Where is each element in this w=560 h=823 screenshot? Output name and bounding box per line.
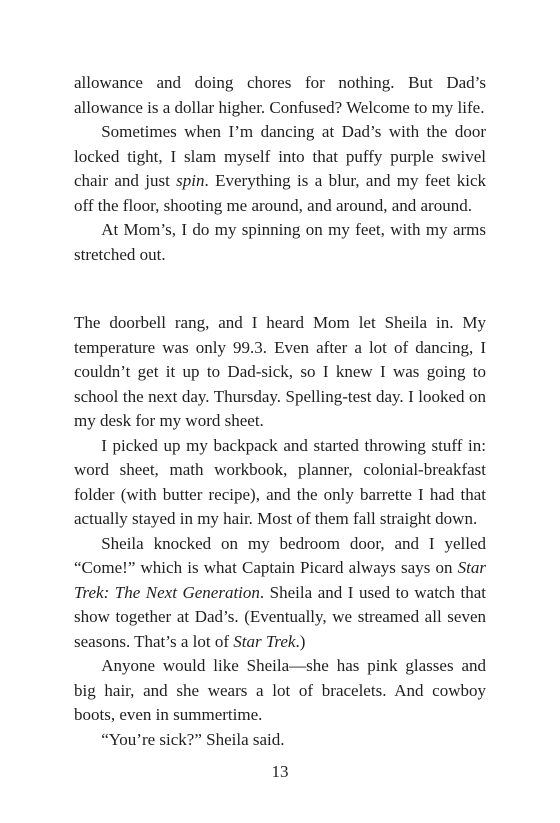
paragraph: “You’re sick?” Sheila said. xyxy=(101,729,285,749)
section-break xyxy=(74,267,486,311)
paragraph: At Mom’s, I do my spinning on my feet, with my arms stretched out. xyxy=(74,220,486,264)
paragraph: I picked up my backpack and started throwing stuff in: word sheet, math workbook, planner, colonial-breakfast folder (with butter recipe), and the only barrette I had that actually stayed in my hair. Most of them fall straight down. xyxy=(74,435,486,528)
emphasis: spin xyxy=(176,171,205,190)
paragraph: Anyone would like Sheila—she has pink glasses and big hair, and she wears a lot of bracelets. And cowboy boots, even in summertime. xyxy=(74,656,486,724)
paragraph: Sometimes when I’m dancing at Dad’s with the door locked tight, I slam myself into that puffy purple swivel chair and just spin. Everything is a blur, and my feet kick off the floor, shooting me around, and around, and around. xyxy=(74,122,486,215)
page-number: 13 xyxy=(271,762,289,781)
paragraph: allowance and doing chores for nothing. But Dad’s allowance is a dollar higher. Confused? Welcome to my life. xyxy=(74,73,486,117)
show-title: Star Trek: The Next Generation xyxy=(74,558,486,602)
show-title: Star Trek xyxy=(233,631,296,651)
paragraph: The doorbell rang, and I heard Mom let Sheila in. My temperature was only 99.3. Even after a lot of dancing, I couldn’t get it up to Dad-sick, so I knew I was going to school the next day. Thursday. Spelling-test day. I looked on my desk for my word sheet. xyxy=(74,313,486,430)
paragraph: Sheila knocked on my bedroom door, and I yelled “Come!” which is what Captain Picard always says on Star Trek: The Next Generation. Sheila and I used to watch that show together at Dad’s. (Eventually, we streamed all seven seasons. That’s a lot of Star Trek.) xyxy=(74,533,486,651)
page-body xyxy=(74,71,486,752)
